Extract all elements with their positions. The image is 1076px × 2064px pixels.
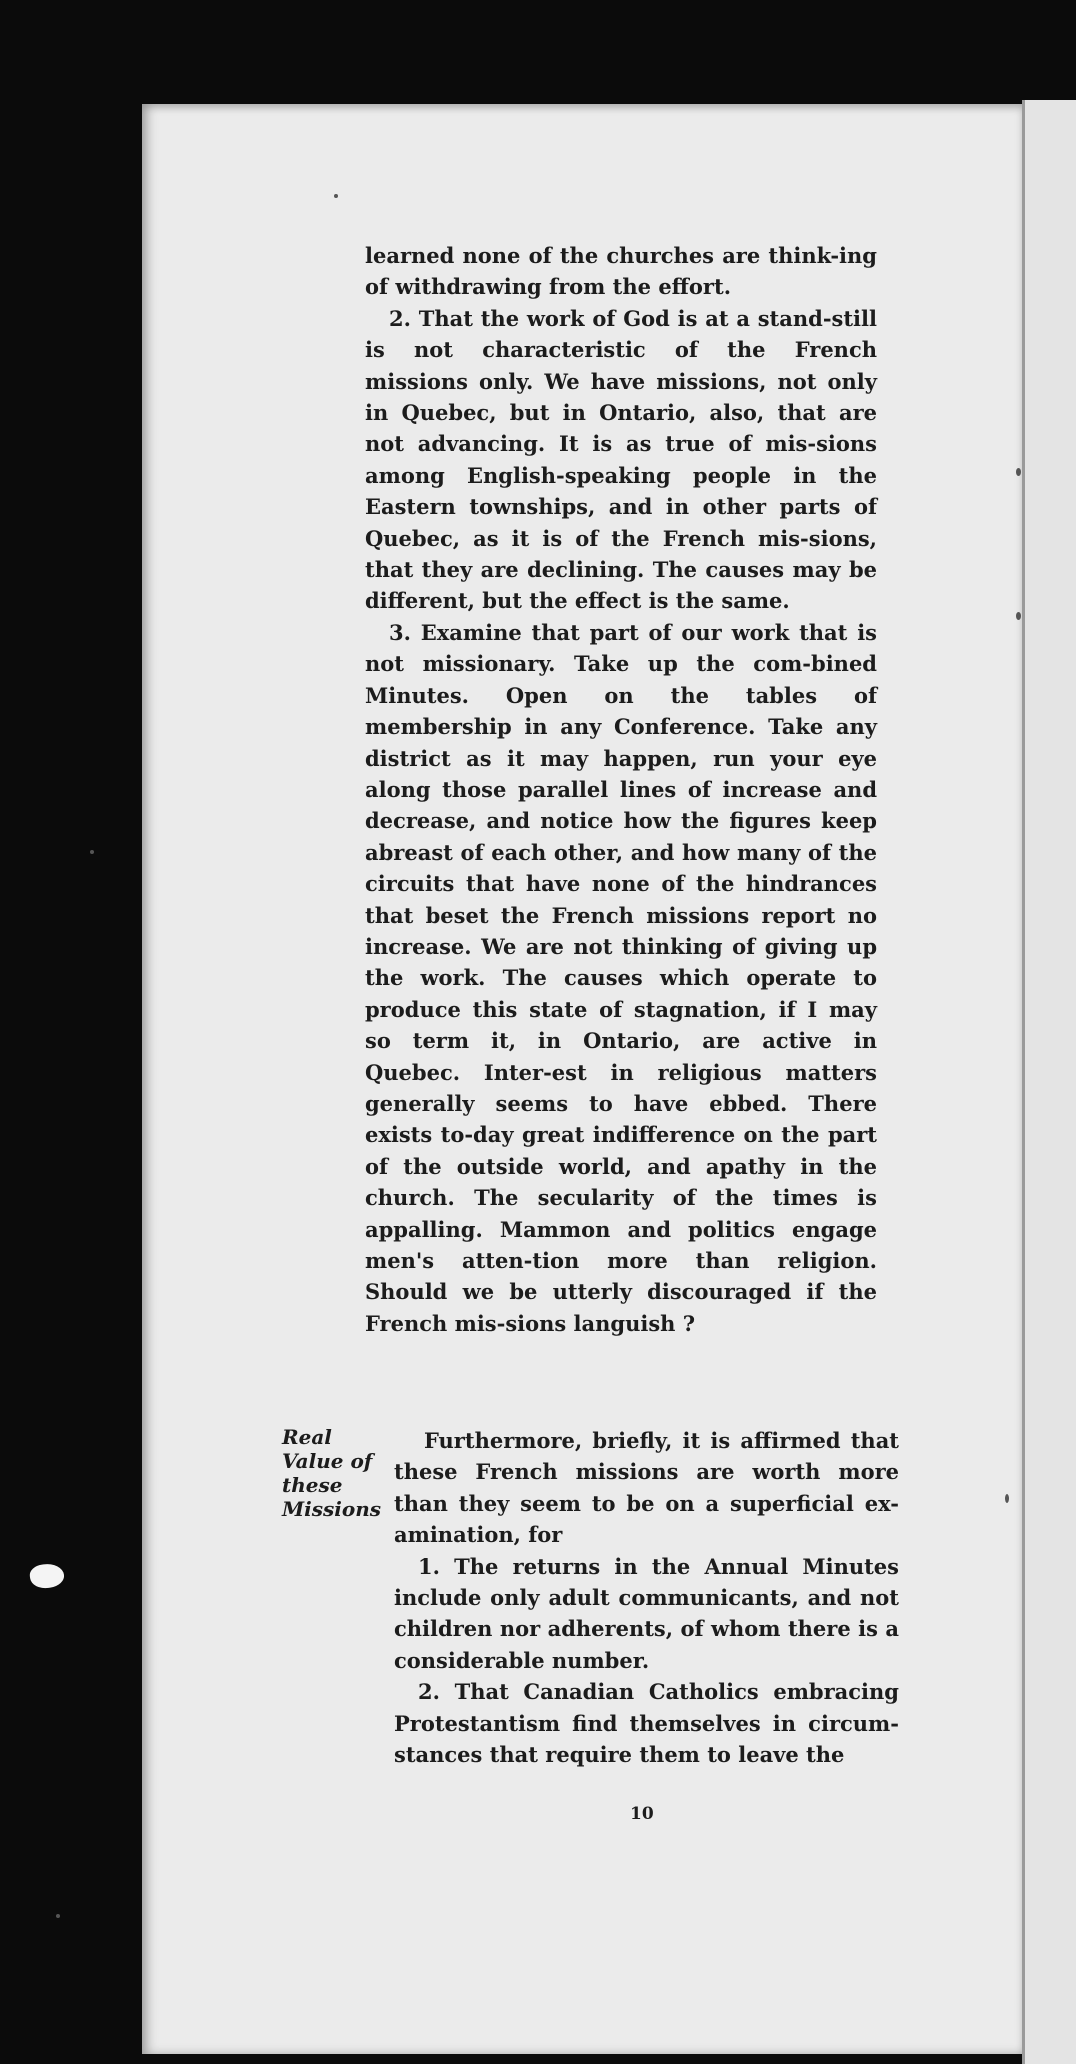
paragraph-point-2: 2. That the work of God is at a stand-still is not characteristic of the French missions only. We have missions, not only in Quebec, but in Ontario, also, that are not advancing. It is as true of mis-sions among English-speaking people in the Eastern townships, and in other parts of Quebec, as it is of the French mis-sions, that they are declining. The causes may be different, but the effect is the same. — [365, 305, 877, 614]
paragraph-continuation: learned none of the churches are think-ing of withdrawing from the effort. — [365, 243, 877, 300]
next-page-edge — [1022, 100, 1076, 2064]
margin-heading-line-3: Missions — [282, 1497, 381, 1521]
paragraph-furthermore: Furthermore, briefly, it is affirmed that these French missions are worth more than they seem to be on a superficial ex-amination, for — [394, 1428, 899, 1548]
dust-speck — [334, 194, 338, 198]
dust-speck — [1016, 612, 1021, 620]
dust-speck — [1005, 1494, 1009, 1503]
dust-speck — [56, 1914, 60, 1918]
dust-speck — [1016, 468, 1021, 476]
paragraph-returns: 1. The returns in the Annual Minutes include only adult communicants, and not children nor adherents, of whom there is a considerable number. — [394, 1553, 899, 1673]
margin-heading-line-2: these — [282, 1473, 343, 1497]
paragraph-catholics: 2. That Canadian Catholics embracing Protestantism find themselves in circum-stances that require them to leave the — [394, 1679, 899, 1768]
section-body — [394, 1425, 899, 1770]
dust-speck — [90, 850, 94, 854]
paragraph-point-3: 3. Examine that part of our work that is not missionary. Take up the com-bined Minutes. Open on the tables of membership in any Conference. Take any district as it may happen, run your eye along those parallel lines of increase and decrease, and notice how the figures keep abreast of each other, and how many of the circuits that have none of the hindrances that beset the French missions report no increase. We are not thinking of giving up the work. The causes which operate to produce this state of stagnation, if I may so term it, in Ontario, are active in Quebec. Inter-est in religious matters generally seems to have ebbed. There exists to-day great indifference on the part of the outside world, and apathy in the church. The secularity of the times is appalling. Mammon and politics engage men's atten-tion more than religion. Should we be utterly discouraged if the French mis-sions languish ? — [365, 619, 877, 1336]
margin-heading-line-1: Real Value of — [282, 1425, 373, 1473]
margin-blot — [28, 1562, 65, 1590]
main-text — [365, 240, 877, 1339]
margin-heading — [282, 1425, 392, 1521]
page-number: 10 — [630, 1804, 654, 1824]
